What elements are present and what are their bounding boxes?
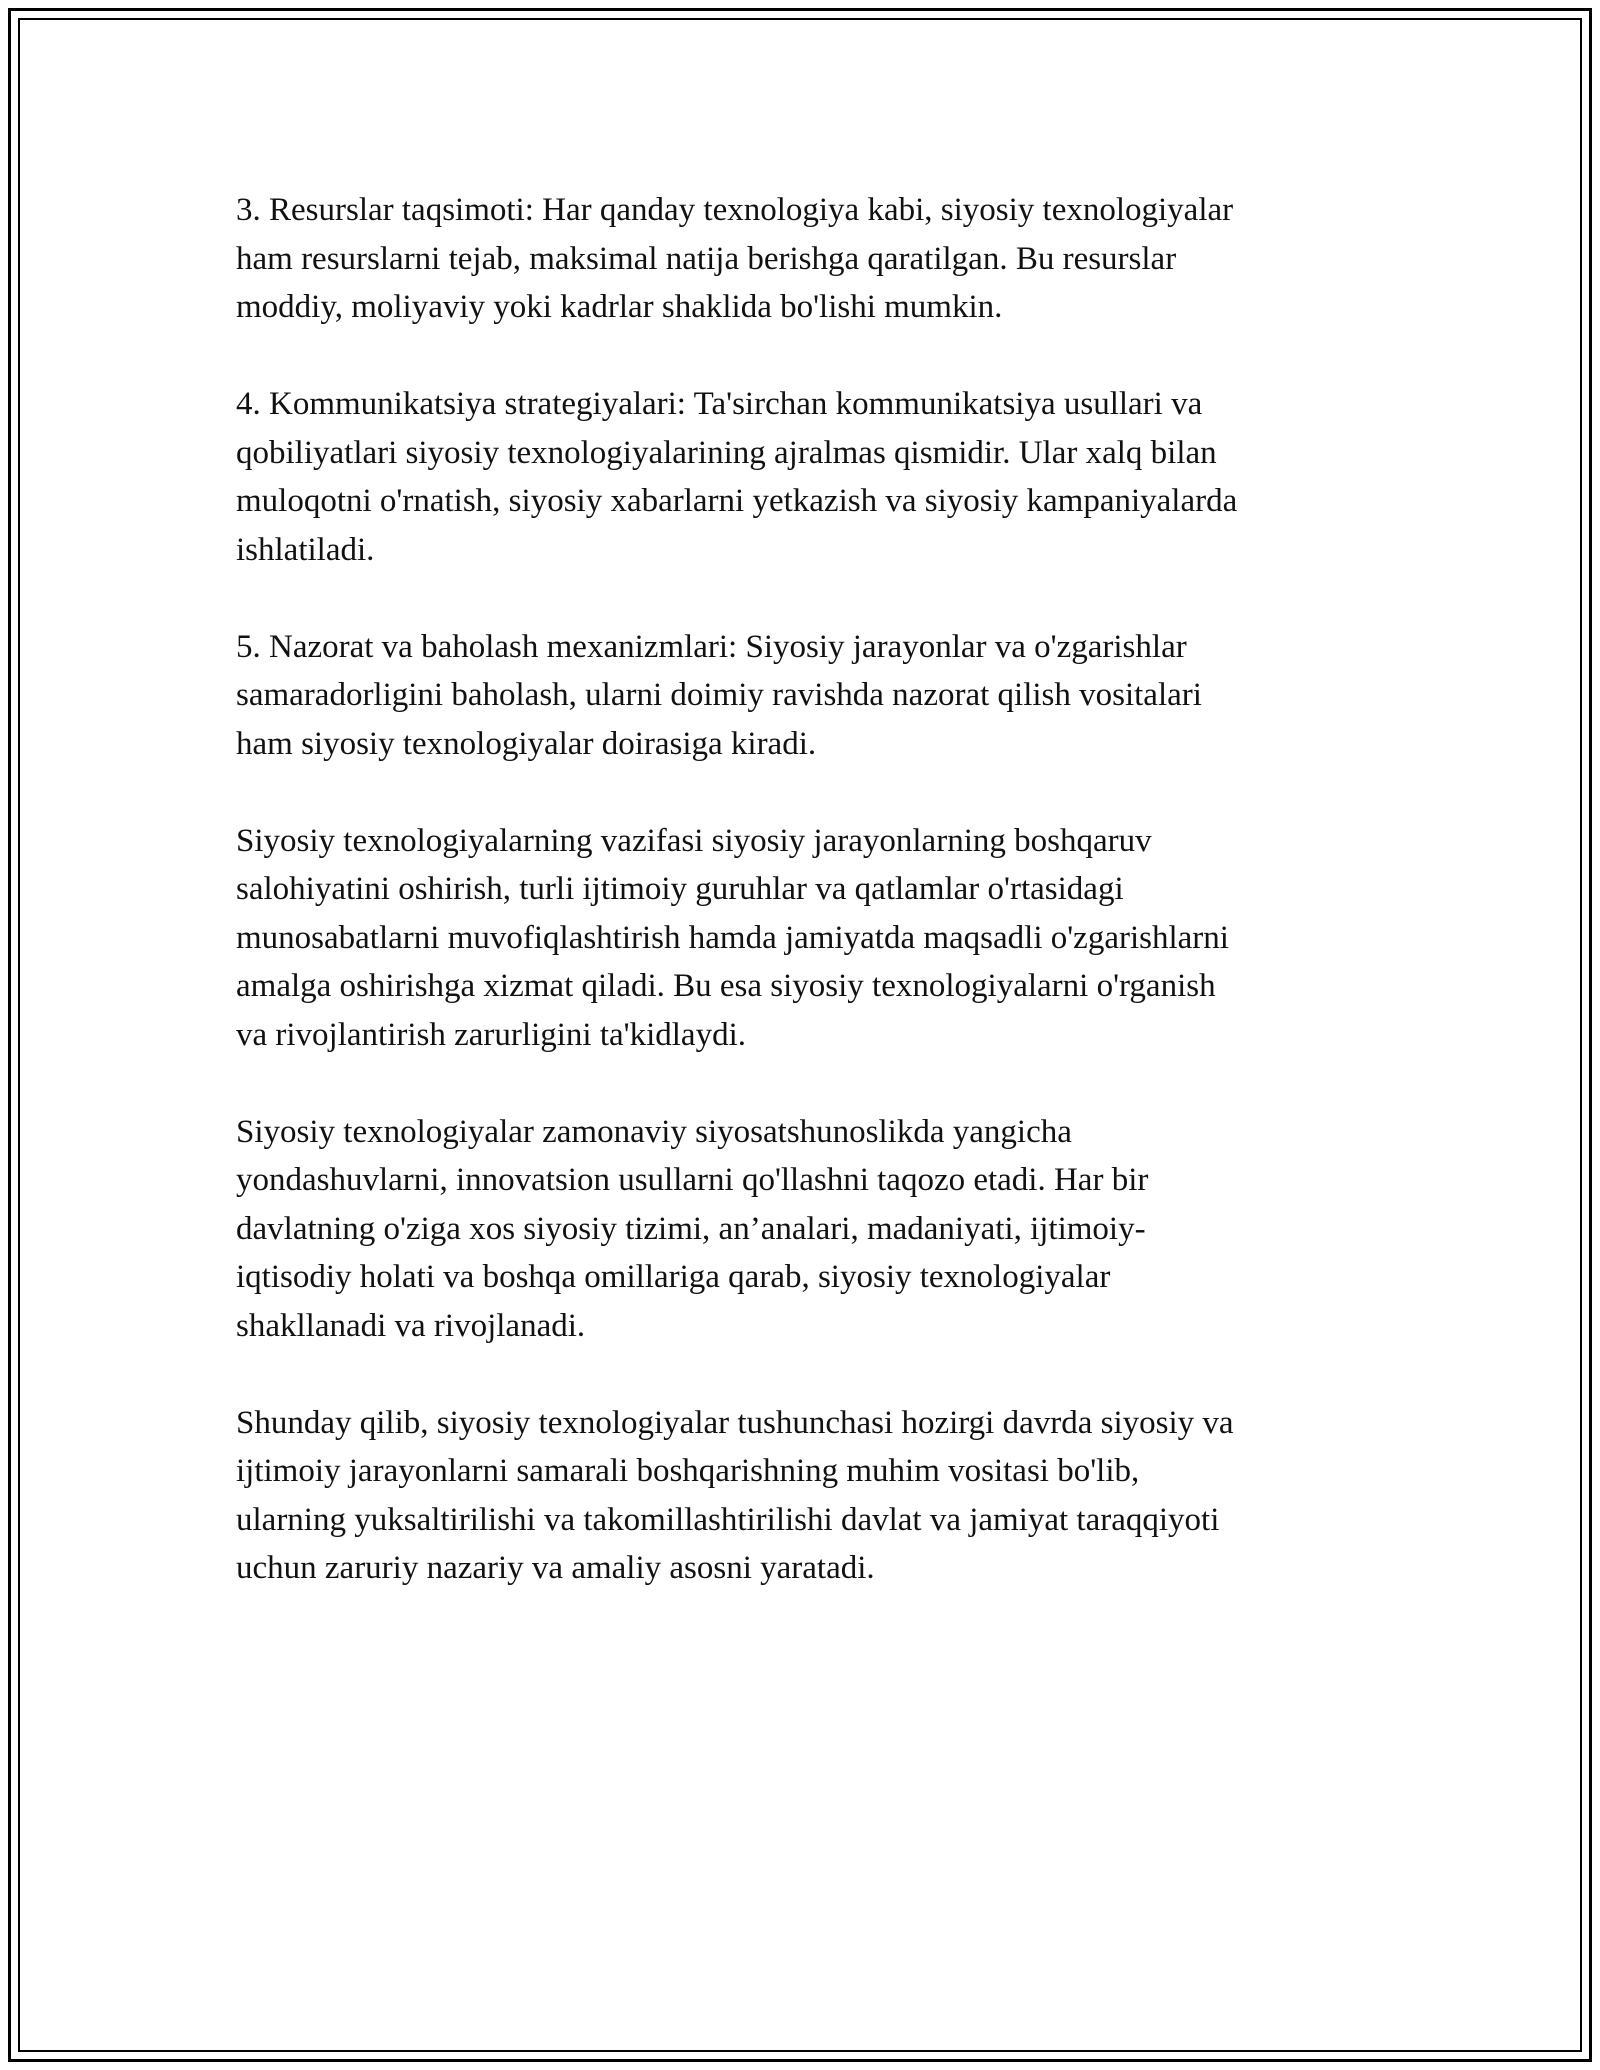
text-line: samaradorligini baholash, ularni doimiy ravishda nazorat qilish vositalari (236, 677, 1202, 713)
text-line: Siyosiy texnologiyalarning vazifasi siyosiy jarayonlarning boshqaruv (236, 822, 1152, 859)
text-line: salohiyatini oshirish, turli ijtimoiy guruhlar va qatlamlar o'rtasidagi (236, 871, 1124, 907)
text-line: 3. Resurslar taqsimoti: Har qanday texnologiya kabi, siyosiy texnologiyalar (236, 192, 1234, 228)
text-line: uchun zaruriy nazariy va amaliy asosni yaratadi. (236, 1550, 875, 1586)
text-line: muloqotni o'rnatish, siyosiy xabarlarni yetkazish va siyosiy kampaniyalarda (236, 483, 1238, 519)
text-line: munosabatlarni muvofiqlashtirish hamda jamiyatda maqsadli o'zgarishlarni (236, 919, 1229, 956)
text-line: Shunday qilib, siyosiy texnologiyalar tushunchasi hozirgi davrda siyosiy va (236, 1404, 1234, 1441)
paragraph-xulosa (236, 1399, 1356, 1593)
text-line: yondashuvlarni, innovatsion usullarni qo'llashni taqozo etadi. Har bir (236, 1162, 1149, 1198)
text-line: moddiy, moliyaviy yoki kadrlar shaklida bo'lishi mumkin. (236, 289, 1003, 325)
text-line: 4. Kommunikatsiya strategiyalari: Ta'sirchan kommunikatsiya usullari va (236, 386, 1203, 422)
text-line: ham siyosiy texnologiyalar doirasiga kiradi. (236, 725, 817, 762)
text-line: Siyosiy texnologiyalar zamonaviy siyosatshunoslikda yangicha (236, 1113, 1072, 1150)
text-line: va rivojlantirish zarurligini ta'kidlaydi. (236, 1016, 746, 1053)
document-body (236, 186, 1356, 1641)
text-line: 5. Nazorat va baholash mexanizmlari: Siyosiy jarayonlar va o'zgarishlar (236, 628, 1187, 665)
paragraph-vazifasi (236, 817, 1356, 1060)
paragraph-kommunikatsiya-strategiyalari (236, 380, 1356, 574)
text-line: davlatning o'ziga xos siyosiy tizimi, an’analari, madaniyati, ijtimoiy- (236, 1210, 1146, 1247)
text-line: iqtisodiy holati va boshqa omillariga qarab, siyosiy texnologiyalar (236, 1259, 1111, 1295)
text-line: ularning yuksaltirilishi va takomillashtirilishi davlat va jamiyat taraqqiyoti (236, 1501, 1220, 1538)
text-line: ijtimoiy jarayonlarni samarali boshqarishning muhim vositasi bo'lib, (236, 1453, 1140, 1489)
paragraph-zamonaviy-yondashuvlar (236, 1108, 1356, 1351)
paragraph-resurslar-taqsimoti (236, 186, 1356, 332)
text-line: ishlatiladi. (236, 531, 375, 568)
text-line: qobiliyatlari siyosiy texnologiyalarining ajralmas qismidir. Ular xalq bilan (236, 434, 1217, 471)
text-line: amalga oshirishga xizmat qiladi. Bu esa siyosiy texnologiyalarni o'rganish (236, 968, 1216, 1004)
paragraph-nazorat-baholash (236, 623, 1356, 769)
text-line: shakllanadi va rivojlanadi. (236, 1307, 586, 1344)
text-line: ham resurslarni tejab, maksimal natija berishga qaratilgan. Bu resurslar (236, 240, 1177, 277)
